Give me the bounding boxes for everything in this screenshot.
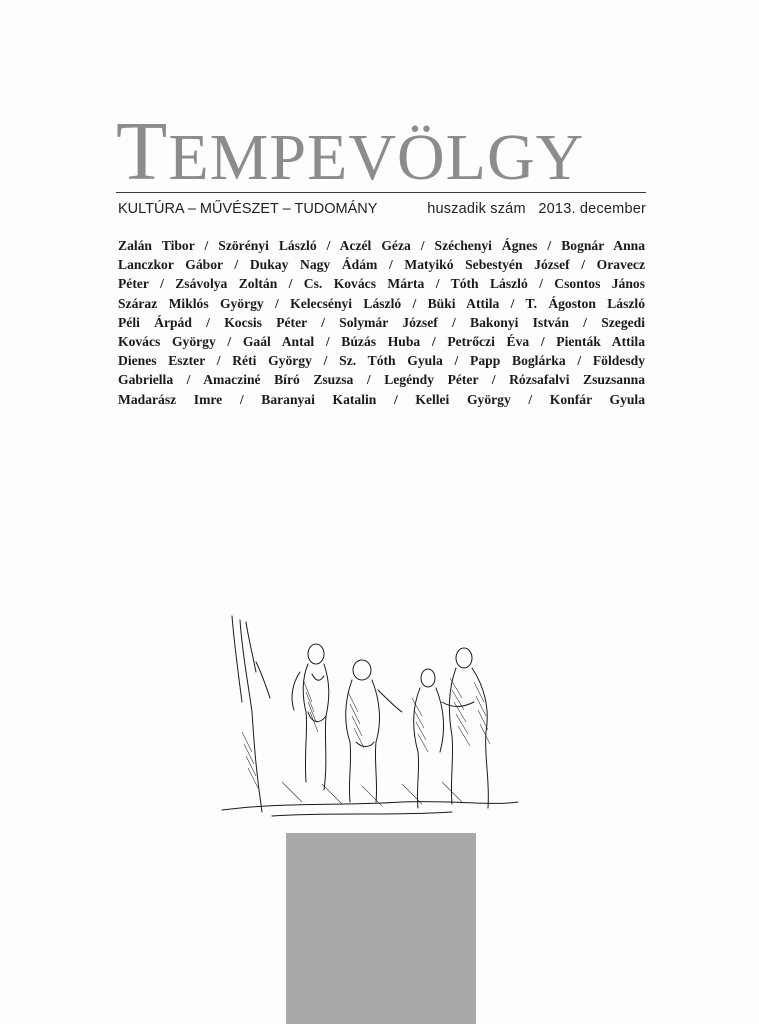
magazine-title: TEMPEVÖLGY: [116, 105, 585, 198]
tagline: KULTÚRA – MŰVÉSZET – TUDOMÁNY: [118, 201, 378, 217]
author-list: [118, 236, 645, 409]
masthead: [116, 105, 648, 198]
grey-panel: [286, 833, 476, 1024]
author-line: Kovács György / Gaál Antal / Búzás Huba / Petrőczi Éva / Pienták Attila: [118, 333, 645, 349]
author-line: Madarász Imre / Baranyai Katalin / Kellei György / Konfár Gyula: [118, 391, 645, 407]
author-line: Lanczkor Gábor / Dukay Nagy Ádám / Matyikó Sebestyén József / Oravecz: [118, 257, 645, 273]
masthead-rule: [116, 192, 646, 193]
author-line: Péli Árpád / Kocsis Péter / Solymár József / Bakonyi István / Szegedi: [118, 314, 645, 330]
figures-ink-drawing: [212, 612, 524, 824]
author-line: Zalán Tibor / Szörényi László / Aczél Géza / Széchenyi Ágnes / Bognár Anna: [118, 238, 645, 253]
masthead-subline: [118, 199, 646, 219]
issue-info: huszadik szám 2013. december: [427, 201, 646, 217]
author-line: Dienes Eszter / Réti György / Sz. Tóth Gyula / Papp Boglárka / Földesdy: [118, 353, 645, 369]
author-line: Száraz Miklós György / Kelecsényi László / Büki Attila / T. Ágoston László: [118, 295, 645, 311]
author-line: Péter / Zsávolya Zoltán / Cs. Kovács Márta / Tóth László / Csontos János: [118, 276, 645, 292]
author-line: Gabriella / Amacziné Bíró Zsuzsa / Legéndy Péter / Rózsafalvi Zsuzsanna: [118, 372, 645, 388]
